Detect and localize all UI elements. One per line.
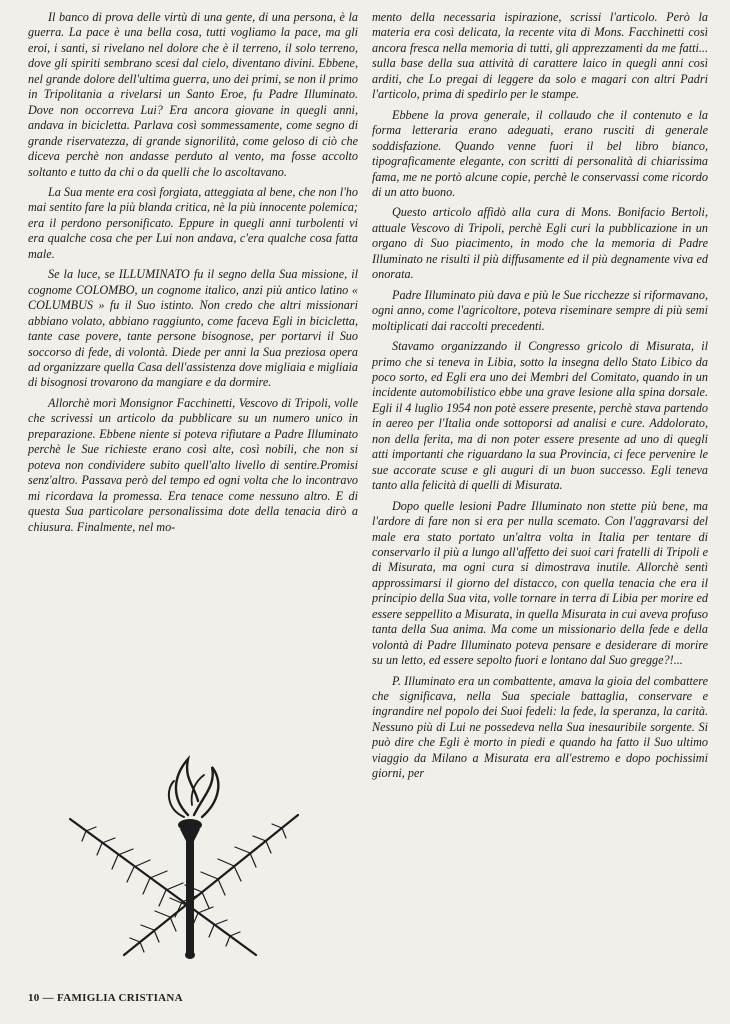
paragraph: Padre Illuminato più dava e più le Sue ricchezze si riformavano, ogni anno, come l'agricoltore, poteva riseminare sempre di più semi moltiplicati dai raccolti precedenti. xyxy=(372,287,708,333)
page-footer: 10 — FAMIGLIA CRISTIANA xyxy=(28,992,183,1004)
paragraph: Il banco di prova delle virtù di una gente, di una persona, è la guerra. La pace è una bella cosa, tutti vogliamo la pace, ma gli eroi, i santi, si rivelano nel dolore che è il terreno, il solo terreno, dove gli spiriti sembrano scesi dal cielo, diventano divini. Ebbene, nel grande dolore dell'ultima guerra, uno dei primi, se non il primo in Tripolitania a rivelarsi un Santo Eroe, fu Padre Illuminato. Dove non occorreva Lui? Era ancora giovane in quegli anni, andava in bicicletta. Parlava così sommessamente, come segno di grande riservatezza, di grande signorilità, come geloso di ciò che diceva perchè non andasse perduto al vento, ma fosse accolto soltanto e tutto da chi o da quelli che lo ascoltavano. xyxy=(28,10,358,179)
article-left-column xyxy=(28,10,358,540)
paragraph: Dopo quelle lesioni Padre Illuminato non stette più bene, ma l'ardore di fare non si era per nulla scemato. Con l'aggravarsi del male era stato portato un'altra volta in Italia per tentare di conservarlo il più a lungo all'affetto dei suoi cari fratelli di Tripoli e di Misurata, ma ogni cura si dimostrava inutile. Allorchè sentì approssimarsi il giorno del distacco, con quella tenacia che era il principio della Sua vita, volle tornare in terra di Libia per morire ed essere seppellito a Misurata, in quella Misurata in cui aveva profuso tanta della Sua anima. Ma come un missionario della fede e della volontà di Padre Illuminato poteva pensare e desiderare di morire su un letto, ed essere sepolto fuori e lontano dal Suo gregge?!... xyxy=(372,498,708,668)
article-right-column xyxy=(372,10,708,787)
paragraph: La Sua mente era così forgiata, atteggiata al bene, che non l'ho mai sentito fare la più blanda critica, nè la più innocente polemica; era il perdono personificato. Eppure in quegli anni turbolenti vi era qualche cosa che per Lui non andava, c'era qualche cosa fatta male. xyxy=(28,184,358,261)
paragraph: Se la luce, se ILLUMINATO fu il segno della Sua missione, il cognome COLOMBO, un cognome italico, anzi più antico latino « COLUMBUS » fu il Suo istinto. Non credo che altri missionari abbiano volato, abbiano raggiunto, come faceva Egli in bicicletta, tante case povere, tante persone bisognose, per portarvi il Suo soccorso di fede, di volontà. Diede per anni la Sua preziosa opera ad organizzare quella Casa dell'assistenza dove migliaia e migliaia di bisognosi trovarono da mangiare e da dormire. xyxy=(28,267,358,390)
paragraph: Stavamo organizzando il Congresso gricolo di Misurata, il primo che si teneva in Libia, sotto la insegna dello Stato Libico da poco sorto, ed Egli era uno dei Membri del Comitato, quando in un incidente automobilistico ebbe una grave lesione alla spina dorsale. Egli il 4 luglio 1954 non potè essere presente, perchè stava partendo in aereo per l'Italia onde sottoporsi ad analisi e cure. Addoloratо, non della ferita, ma di non poter essere presente ad uno di quegli atti importanti che riguardano la sua Provincia, ci fece pervenire le sue accorate scuse e gli auguri di un buon successo. Egli teneva tanto alla felicità di quelli di Misurata. xyxy=(372,339,708,493)
paragraph: Questo articolo affidò alla cura di Mons. Bonifacio Bertoli, attuale Vescovo di Tripoli, perchè Egli curi la pubblicazione in un organo di Suo piacimento, in modo che la memoria di Padre Illuminato ne risulti il più diffusamente ed il più degnamente viva ed onorata. xyxy=(372,205,708,282)
torch-palm-cross-emblem-icon xyxy=(66,745,301,970)
paragraph: P. Illuminato era un combattente, amava la gioia del combattere che significava, nella Sua speciale battaglia, conservare e ingrandire nel popolo dei Suoi fedeli: la fede, la speranza, la carità. Nessuno più di Lui ne possedeva nella Sua inesauribile sorgente. Si può dire che Egli è morto in piedi e quando ha fatto il Suo ultimo viaggio da Milano a Misurata era all'estremo e dopo pochissimi giorni, per xyxy=(372,673,708,781)
paragraph: Ebbene la prova generale, il collaudo che il contenuto e la forma letteraria erano adeguati, erano rusciti di generale soddisfazione. Quando venne fuori il bel libro bianco, tipograficamente elegante, con scritti di personalità di chiarissima fama, me ne portò alcune copie, perchè le conservassi come ricordo di un atto buono. xyxy=(372,107,708,199)
paragraph: Allorchè morì Monsignor Facchinetti, Vescovo di Tripoli, volle che scrivessi un articolo da pubblicare su un numero unico in preparazione. Ebbene niente si poteva rifiutare a Padre Illuminato perchè le Sue richieste erano così alte, così nobili, che non si poteva non condividere subito quell'alto livello di sentire.Promisi senz'altro. Passava però del tempo ed ogni volta che lo incontravo mi ricordava la promessa. Era tenace come nessuno altro. E di questa Sua particolare personalissima dote della tenacia dirò a chiusura. Finalmente, nel mo- xyxy=(28,395,358,534)
paragraph: mento della necessaria ispirazione, scrissi l'articolo. Però la materia era così delicata, la recente vita di Mons. Facchinetti così ancora fresca nella memoria di tutti, gli apprezzamenti da me fatti... sulla base della sua attività di carattere laico in quegli anni così arditi, che Lo pregai di leggere da solo e magari con altri Padri l'articolo, prima di spedirlo per le stampe. xyxy=(372,10,708,102)
